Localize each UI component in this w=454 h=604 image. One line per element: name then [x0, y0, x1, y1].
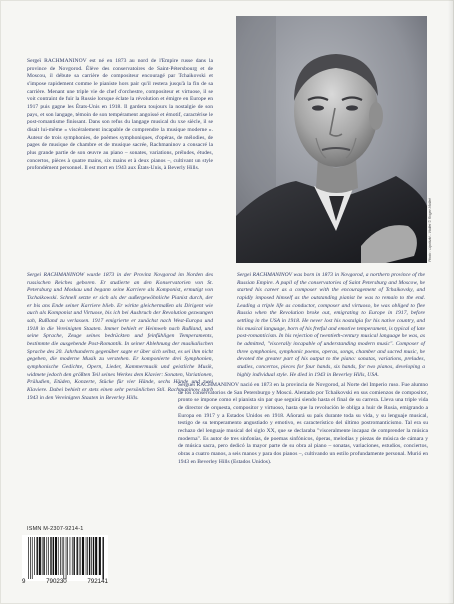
barcode-bar — [66, 537, 67, 579]
barcode-number — [22, 578, 108, 585]
biography-english: Sergei RACHMANINOV was born in 1873 in Novgorod, a northern province of the Russian Empire. A pupil of the conservatories of Saint Petersburg and Moscow, he started his career as a composer with the encouragement of Tchaikovsky, and rapidly imposed himself as the outstanding pianist he was to remain to the end. Leading a triple life as conductor, composer and virtuoso, he was obliged to flee Russia when the Revolution broke out, emigrating to Europe in 1917, before settling in the USA in 1918. He never lost his nostalgia for his native country, and his musical language, born of his fretful and emotive temperament, is typical of late post-romanticism. In his rejection of twentieth-century musical language he was, as he admitted, "viscerally incapable of understanding modern music". Composer of three symphonies, symphonic poems, operas, songs, chamber and sacred music, he devoted the greater part of his output to the piano: sonatas, variations, preludes, studies, concertos, pieces for four hands, six hands, for two pianos, developing a highly individual style. He died in 1943 in Beverley Hills, USA. — [237, 272, 425, 378]
barcode-bar — [42, 537, 43, 575]
barcode-bars — [22, 535, 108, 579]
barcode-bar — [30, 537, 31, 579]
barcode-bar — [77, 537, 78, 575]
barcode-bar — [50, 537, 51, 575]
barcode-bar — [72, 537, 73, 575]
biography-french: Sergeï RACHMANINOV est né en 1873 au nord de l'Empire russe dans la province de Novgorod. Élève des conservatoires de Saint-Pétersbourg et de Moscou, il débute sa carrière de compositeur encouragé par Tchaikovski et s'impose rapidement comme le pianiste hors pair qu'il restera jusqu'à la fin de sa carrière. Menant une triple vie de chef d'orchestre, compositeur et virtuose, il se voit contraint de fuir la Russie lorsque éclate la révolution et émigre en Europe en 1917 puis gagne les États-Unis en 1918. Il gardera toujours la nostalgie de son pays, et son langage, témoin de son tempérament angoissé et émotif, caractérise le post-romantisme finissant. Dans son refus du langage musical du xxe siècle, il se disait lui-même « viscéralement incapable de comprendre la musique moderne ». Auteur de trois symphonies, de poèmes symphoniques, d'opéras, de mélodies, de pages de musique de chambre et de musique sacrée, Rachmaninov a consacré la plus grande partie de son œuvre au piano – sonates, variations, préludes, études, concertos, pièces à quatre mains, six mains et à deux pianos –, cultivant un style profondément personnel. Il est mort en 1943 aux États-Unis, à Beverly Hills. — [27, 58, 213, 172]
barcode-bar — [28, 537, 29, 579]
barcode-digits-prefix: 9 — [22, 578, 26, 585]
barcode-bar — [60, 537, 61, 575]
barcode-bar — [103, 537, 104, 579]
barcode-bar — [32, 537, 33, 579]
biography-spanish: Serguei RACHMANINOV nació en 1873 en la provincia de Novgorod, al Norte del Imperio ruso. Fue alumno de los conservatorios de San Petersburgo y Moscú. Alentado por Tchaikovski en sus comienzos de compositor, pronto se impone como el pianista sin par que seguirá siendo hasta el final de su carrera. Lleva una triple vida de director de orquesta, compositor y virtuoso, hasta que la revolución le obliga a huir de Rusia, emigrando a Europa en 1917 y a Estados Unidos en 1918. Añorará su país durante toda su vida, y su lenguaje musical, testigo de su temperamento angustiado y emotivo, es característico del último postromanticismo. Tal era su rechazo del lenguaje musical del siglo XX, que se declaraba "visceralmente incapaz de comprender la música moderna". Es autor de tres sinfonías, de poemas sinfónicos, óperas, melodías y piezas de música de cámara y de música sacra, pero dedicó la mayor parte de su obra al piano – sonatas, variaciones, estudios, conciertos, obras a cuatro manos, a seis manos y para dos pianos –, cultivando un estilo profundamente personal. Murió en 1943 en Beverley Hills (Estados Unidos). — [178, 382, 428, 465]
barcode-bar — [95, 537, 97, 575]
barcode-bar — [99, 537, 101, 575]
barcode-bar — [46, 537, 47, 575]
barcode-bar — [87, 537, 88, 575]
barcode-bar — [48, 537, 49, 575]
barcode-bar — [93, 537, 94, 575]
portrait-photo — [236, 16, 427, 263]
barcode-bar — [86, 537, 87, 575]
portrait-photo-image — [236, 16, 427, 263]
barcode-bar — [80, 537, 81, 575]
ismn-code: ISMN M-2307-9214-1 — [27, 526, 84, 532]
barcode-bar — [67, 537, 68, 575]
barcode-bar — [62, 537, 63, 575]
barcode-digits-right: 792141 — [87, 578, 108, 585]
barcode-bar — [53, 537, 54, 575]
photo-credit-text: Photo : Lipnitzki - Viollet © Roger-Viollet — [428, 198, 432, 262]
biography-german: Sergei RACHMANINOW wurde 1873 in der Provinz Novgorod im Norden des russischen Reiches geboren. Er studierte an den Konservatorien von St. Petersburg und Moskau und begann seine Karriere als Komponist, ermutigt von Tschaikowski. Schnell setzte er sich als der außergewöhnliche Pianist durch, der er bis ans Ende seiner Karriere blieb. Er wirkte gleichermaßen als Dirigent wie auch als Komponist und Virtuose, bis ich bei Ausbruch der Revolution gezwungen sah, Rußland zu verlassen. 1917 emigrierte er zunächst nach West-Europa und 1918 in die Vereinigten Staaten. Immer behielt er Heimweh nach Rußland, und seine Sprache, Zeuge seines bedrückten und feinfühligen Temperaments, bestimmte die ausgehende Post-Romantik. In seiner Ablehnung der musikalischen Sprache des 20. Jahrhunderts gegenüber sagte er über sich selbst, es sei ihm nicht gegeben, die moderne Musik zu verstehen. Er komponierte drei Symphonien, symphonische Gedichte, Opern, Lieder, Kammermusik und geistliche Musik, widmete jedoch den größten Teil seines Werkes dem Klavier: Sonaten, Variationen, Präludien, Etüden, Konzerte, Stücke für vier Hände, sechs Hände und zwei Klaviere. Dabei behielt er stets einen sehr persönlichen Stil. Rachmaninow starb 1943 in den Vereinigten Staaten in Beverley Hills. — [27, 272, 213, 401]
barcode-bar — [34, 537, 35, 575]
barcode-bar — [37, 537, 38, 575]
barcode-digits-left: 790230 — [46, 578, 67, 585]
barcode-bar — [74, 537, 75, 575]
barcode-bar — [58, 537, 59, 575]
barcode-bar — [89, 537, 90, 575]
page-edge-shadow — [448, 0, 454, 604]
barcode-bar — [91, 537, 92, 575]
photo-credit — [428, 190, 434, 262]
barcode — [22, 535, 108, 581]
barcode-bar — [63, 537, 64, 579]
barcode-bar — [39, 537, 41, 575]
barcode-bar — [79, 537, 80, 575]
barcode-bar — [43, 537, 44, 575]
barcode-bar — [70, 537, 71, 575]
barcode-bar — [82, 537, 84, 575]
barcode-bar — [55, 537, 57, 575]
